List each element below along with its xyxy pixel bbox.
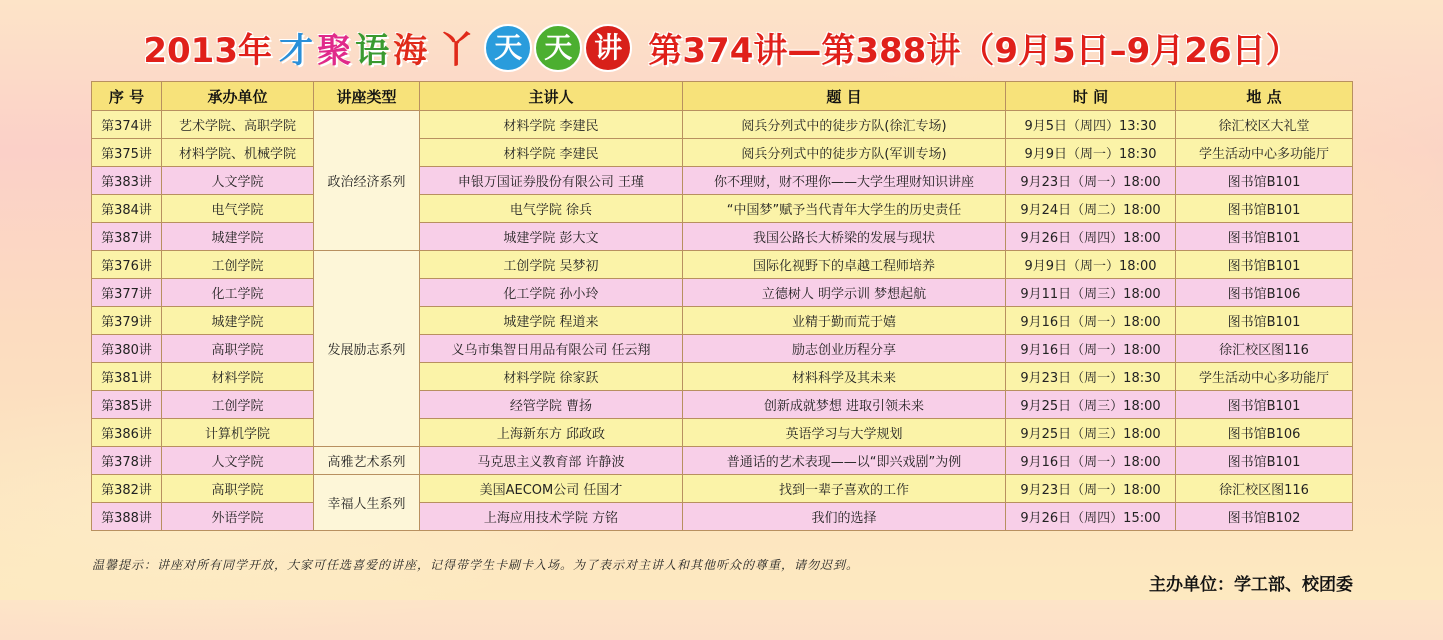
cell-org: 人文学院: [162, 167, 314, 195]
cell-place: 图书馆B101: [1176, 447, 1353, 475]
cell-place: 图书馆B101: [1176, 251, 1353, 279]
header-type: 讲座类型: [314, 82, 420, 111]
cell-time: 9月23日（周一）18:00: [1006, 475, 1176, 503]
cell-org: 工创学院: [162, 391, 314, 419]
cell-topic: 我们的选择: [683, 503, 1006, 531]
cell-org: 材料学院: [162, 363, 314, 391]
cell-no: 第377讲: [92, 279, 162, 307]
cell-no: 第383讲: [92, 167, 162, 195]
cell-speaker: 上海新东方 邱政政: [420, 419, 683, 447]
cell-topic: 找到一辈子喜欢的工作: [683, 475, 1006, 503]
cell-place: 图书馆B101: [1176, 167, 1353, 195]
cell-speaker: 美国AECOM公司 任国才: [420, 475, 683, 503]
title-range: 第374讲—第388讲（9月5日–9月26日）: [648, 31, 1300, 71]
cell-topic: 国际化视野下的卓越工程师培养: [683, 251, 1006, 279]
cell-time: 9月5日（周四）13:30: [1006, 111, 1176, 139]
header-speaker: 主讲人: [420, 82, 683, 111]
table-row: [92, 447, 1353, 475]
cell-no: 第388讲: [92, 503, 162, 531]
header-no: 序 号: [92, 82, 162, 111]
brand-char: 聚: [317, 31, 352, 71]
cell-place: 图书馆B101: [1176, 307, 1353, 335]
cell-topic: “中国梦”赋予当代青年大学生的历史责任: [683, 195, 1006, 223]
cell-speaker: 经管学院 曹扬: [420, 391, 683, 419]
cell-no: 第386讲: [92, 419, 162, 447]
cell-topic: 励志创业历程分享: [683, 335, 1006, 363]
cell-topic: 英语学习与大学规划: [683, 419, 1006, 447]
cell-topic: 普通话的艺术表现——以“即兴戏剧”为例: [683, 447, 1006, 475]
cell-topic: 阅兵分列式中的徒步方队(徐汇专场): [683, 111, 1006, 139]
cell-no: 第378讲: [92, 447, 162, 475]
cell-topic: 阅兵分列式中的徒步方队(军训专场): [683, 139, 1006, 167]
cell-time: 9月11日（周三）18:00: [1006, 279, 1176, 307]
header-topic: 题 目: [683, 82, 1006, 111]
cell-place: 徐汇校区图116: [1176, 475, 1353, 503]
brand-char: 才: [279, 31, 314, 71]
title-year: 2013年: [143, 31, 272, 71]
table-header-row: [92, 82, 1353, 111]
cell-org: 化工学院: [162, 279, 314, 307]
cell-time: 9月26日（周四）15:00: [1006, 503, 1176, 531]
cell-speaker: 城建学院 程道来: [420, 307, 683, 335]
table-row: [92, 279, 1353, 307]
cell-place: 图书馆B102: [1176, 503, 1353, 531]
cell-speaker: 上海应用技术学院 方铭: [420, 503, 683, 531]
cell-org: 工创学院: [162, 251, 314, 279]
cell-topic: 业精于勤而荒于嬉: [683, 307, 1006, 335]
cell-no: 第376讲: [92, 251, 162, 279]
cell-place: 图书馆B106: [1176, 279, 1353, 307]
cell-category: 政治经济系列: [314, 111, 420, 251]
cell-no: 第384讲: [92, 195, 162, 223]
cell-time: 9月23日（周一）18:30: [1006, 363, 1176, 391]
cell-category: 幸福人生系列: [314, 475, 420, 531]
table-row: [92, 167, 1353, 195]
cell-speaker: 材料学院 徐家跃: [420, 363, 683, 391]
cell-speaker: 电气学院 徐兵: [420, 195, 683, 223]
cell-speaker: 材料学院 李建民: [420, 111, 683, 139]
header-org: 承办单位: [162, 82, 314, 111]
cell-speaker: 城建学院 彭大文: [420, 223, 683, 251]
brand-char: 语: [355, 31, 390, 71]
cell-speaker: 马克思主义教育部 许静波: [420, 447, 683, 475]
cell-org: 外语学院: [162, 503, 314, 531]
cell-place: 图书馆B101: [1176, 223, 1353, 251]
cell-org: 城建学院: [162, 223, 314, 251]
page-title: [0, 22, 1443, 78]
cell-no: 第380讲: [92, 335, 162, 363]
sponsor-text: 主办单位：学工部、校团委: [1149, 575, 1353, 595]
cell-time: 9月24日（周二）18:00: [1006, 195, 1176, 223]
cell-speaker: 义乌市集智日用品有限公司 任云翔: [420, 335, 683, 363]
cell-time: 9月16日（周一）18:00: [1006, 307, 1176, 335]
cell-no: 第381讲: [92, 363, 162, 391]
logo-icon: 丫: [438, 30, 475, 71]
table-row: [92, 111, 1353, 139]
cell-time: 9月9日（周一）18:00: [1006, 251, 1176, 279]
cell-time: 9月25日（周三）18:00: [1006, 391, 1176, 419]
tiantian-badge: 天: [534, 24, 582, 72]
cell-no: 第375讲: [92, 139, 162, 167]
cell-no: 第382讲: [92, 475, 162, 503]
cell-speaker: 申银万国证券股份有限公司 王瑾: [420, 167, 683, 195]
cell-category: 发展励志系列: [314, 251, 420, 447]
brand-char: 海: [393, 31, 428, 71]
table-row: [92, 251, 1353, 279]
cell-org: 人文学院: [162, 447, 314, 475]
cell-time: 9月25日（周三）18:00: [1006, 419, 1176, 447]
header-place: 地 点: [1176, 82, 1353, 111]
table-row: [92, 139, 1353, 167]
cell-place: 图书馆B106: [1176, 419, 1353, 447]
cell-time: 9月16日（周一）18:00: [1006, 447, 1176, 475]
cell-place: 学生活动中心多功能厅: [1176, 139, 1353, 167]
cell-topic: 创新成就梦想 进取引领未来: [683, 391, 1006, 419]
cell-speaker: 化工学院 孙小玲: [420, 279, 683, 307]
table-row: [92, 307, 1353, 335]
table-row: [92, 335, 1353, 363]
cell-no: 第387讲: [92, 223, 162, 251]
cell-topic: 立德树人 明学示训 梦想起航: [683, 279, 1006, 307]
cell-org: 电气学院: [162, 195, 314, 223]
cell-org: 高职学院: [162, 475, 314, 503]
table-row: [92, 391, 1353, 419]
lecture-table: [91, 81, 1353, 531]
cell-place: 图书馆B101: [1176, 391, 1353, 419]
cell-org: 计算机学院: [162, 419, 314, 447]
cell-place: 图书馆B101: [1176, 195, 1353, 223]
cell-time: 9月23日（周一）18:00: [1006, 167, 1176, 195]
cell-org: 城建学院: [162, 307, 314, 335]
table-row: [92, 223, 1353, 251]
cell-no: 第385讲: [92, 391, 162, 419]
cell-time: 9月9日（周一）18:30: [1006, 139, 1176, 167]
cell-place: 学生活动中心多功能厅: [1176, 363, 1353, 391]
notice-text: 温馨提示：讲座对所有同学开放，大家可任选喜爱的讲座，记得带学生卡刷卡入场。为了表示对主讲人和其他听众的尊重，请勿迟到。: [92, 558, 860, 572]
cell-no: 第374讲: [92, 111, 162, 139]
table-row: [92, 195, 1353, 223]
cell-org: 高职学院: [162, 335, 314, 363]
cell-topic: 你不理财，财不理你——大学生理财知识讲座: [683, 167, 1006, 195]
cell-org: 艺术学院、高职学院: [162, 111, 314, 139]
cell-time: 9月16日（周一）18:00: [1006, 335, 1176, 363]
cell-org: 材料学院、机械学院: [162, 139, 314, 167]
cell-topic: 我国公路长大桥梁的发展与现状: [683, 223, 1006, 251]
cell-speaker: 工创学院 吴梦初: [420, 251, 683, 279]
cell-speaker: 材料学院 李建民: [420, 139, 683, 167]
table-row: [92, 475, 1353, 503]
cell-place: 徐汇校区图116: [1176, 335, 1353, 363]
cell-category: 高雅艺术系列: [314, 447, 420, 475]
table-row: [92, 363, 1353, 391]
tiantian-badge: 讲: [584, 24, 632, 72]
cell-place: 徐汇校区大礼堂: [1176, 111, 1353, 139]
table-row: [92, 503, 1353, 531]
cell-no: 第379讲: [92, 307, 162, 335]
header-time: 时 间: [1006, 82, 1176, 111]
cell-time: 9月26日（周四）18:00: [1006, 223, 1176, 251]
cell-topic: 材料科学及其未来: [683, 363, 1006, 391]
table-row: [92, 419, 1353, 447]
tiantian-badge: 天: [484, 24, 532, 72]
